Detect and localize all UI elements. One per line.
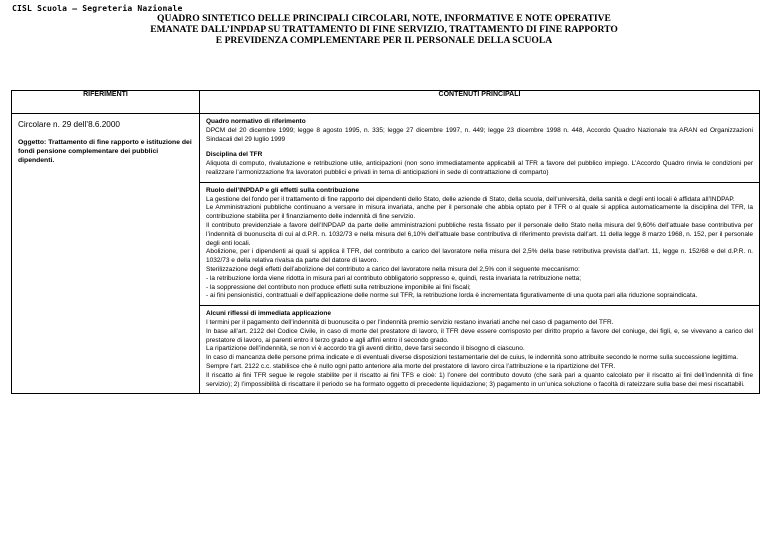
- section-text: DPCM del 20 dicembre 1999; legge 8 agosto 1995, n. 335; legge 27 dicembre 1997, n. 449; legge 23 dicembre 1998 n. 448, Accordo Quadro Nazionale tra ARAN ed Organizzazioni Sindacali del 29 luglio 1999: [206, 126, 753, 143]
- section-paragraph: In caso di mancanza delle persone prima indicate e di eventuali diverse disposizioni testamentarie del de cuius, le indennità sono attribuite secondo le norme sulla successione legittima.: [206, 354, 739, 362]
- content-cell: [200, 114, 760, 394]
- section-paragraph: - la retribuzione lorda viene ridotta in misura pari al contributo obbligatorio soppresso e, quindi, resta invariata la retribuzione netta;: [206, 274, 582, 282]
- section-paragraph: Sempre l’art. 2122 c.c. stabilisce che è nullo ogni patto anteriore alla morte del prestatore di lavoro circa l’attribuzione e la ripartizione del TFR.: [206, 362, 616, 370]
- circular-title: Circolare n. 29 dell’8.6.2000: [18, 120, 120, 129]
- section-paragraph: La ripartizione dell’indennità, se non vi è accordo tra gli aventi diritto, deve farsi secondo il bisogno di ciascuno.: [206, 345, 525, 353]
- document-title: [40, 13, 728, 46]
- section-paragraph: La gestione del fondo per il trattamento di fine rapporto dei dipendenti dello Stato, delle aziende di Stato, della scuola, dell’università, della sanità e degli enti locali è affidata all’INDPAP.: [206, 195, 735, 203]
- section-paragraph: In base all’art. 2122 del Codice Civile, in caso di morte del prestatore di lavoro, il TFR deve essere corrisposto per diritto proprio a favore del coniuge, dei figli, e, se vivevano a carico del prestatore di lavoro, ai parenti entro il terzo grado e agli affini entro il secondo grado.: [206, 327, 753, 344]
- section-paragraph: Il contributo previdenziale a favore dell’INPDAP da parte delle amministrazioni pubbliche resta fissato per il personale dello Stato nella misura del 9,60% dell’attuale base contributiva per l’indennità di buonuscita di cui al d.P.R. n. 1032/73 e nella misura del 6,10% dell’attuale base contributiva di riferimento prevista dall’art. 11 della legge 8 marzo 1968, n. 152, per il personale degli enti locali.: [206, 221, 753, 247]
- circular-subject: Oggetto: Trattamento di fine rapporto e istituzione dei fondi pensione complementare dei pubblici dipendenti.: [18, 139, 192, 164]
- reference-cell: [12, 114, 200, 394]
- table-header-row: [12, 91, 760, 114]
- section-paragraph: Le Amministrazioni pubbliche continuano a versare in misura invariata, anche per il personale che abbia optato per il TFR o al quale si applica automaticamente la disciplina del TFR, la contribuzione stabilita per il finanziamento delle indennità di fine servizio.: [206, 204, 753, 221]
- section-paragraph: Abolizione, per i dipendenti ai quali si applica il TFR, del contributo a carico del lavoratore nella misura del 2,5% della base retributiva prevista dall’art. 11, legge n. 152/68 e del d.P.R. n. 1032/73 e della relativa rivalsa da parte del datore di lavoro.: [206, 248, 753, 265]
- section-title: Ruolo dell’INPDAP e gli effetti sulla contribuzione: [206, 186, 360, 194]
- title-line-1: QUADRO SINTETICO DELLE PRINCIPALI CIRCOLARI, NOTE, INFORMATIVE E NOTE OPERATIVE: [157, 13, 611, 24]
- section-paragraph: Sterilizzazione degli effetti dell’abolizione del contributo a carico del lavoratore nella misura del 2,5% con il seguente meccanismo:: [206, 265, 580, 273]
- section-title: Disciplina del TFR: [206, 151, 263, 159]
- title-line-2: EMANATE DALL’INPDAP SU TRATTAMENTO DI FINE SERVIZIO, TRATTAMENTO DI FINE RAPPORTO: [150, 24, 618, 35]
- column-header-riferimenti: RIFERIMENTI: [12, 91, 200, 114]
- column-header-contenuti: CONTENUTI PRINCIPALI: [200, 91, 760, 114]
- content-section-inpdap: [200, 182, 759, 305]
- section-paragraph: Il riscatto ai fini TFR segue le regole stabilite per il riscatto ai fini TFS e cioè: 1) l’onere del contributo dovuto (che sarà pari a quanto calcolato per il riscatto ai fini dell’indennità di fine servizio); 2) l’impossibilità di riscattare il periodo se ha formato oggetto di precedente liquidazione; 3) pagamento in un’unica soluzione o facoltà di rateizzare sulla base dei mesi riscattabili.: [206, 371, 753, 388]
- section-text: Aliquota di computo, rivalutazione e retribuzione utile, anticipazioni (non sono immediatamente applicabili al TFR a favore del pubblico impiego. L’Accordo Quadro rinvia le condizioni per realizzare l’armonizzazione fra lavoratori pubblici e privati in tema di anticipazioni in sede di contrattazione di comparto): [206, 160, 753, 176]
- organization-header: CISL Scuola – Segreteria Nazionale: [12, 4, 183, 13]
- table-row: [12, 114, 760, 394]
- content-section-riflessi: [200, 305, 759, 393]
- section-title: Quadro normativo di riferimento: [206, 118, 306, 125]
- section-paragraph: I termini per il pagamento dell’indennità di buonuscita o per l’indennità premio servizio restano invariati anche nel caso di pagamento del TFR.: [206, 318, 614, 326]
- section-paragraph: - ai fini pensionistici, contrattuali e dell’applicazione delle norme sul TFR, la retribuzione lorda è incrementata figurativamente di una quota pari alla riduzione sopraindicata.: [206, 292, 698, 300]
- content-section-normativo: [200, 114, 759, 182]
- summary-table: [11, 90, 760, 394]
- title-line-3: E PREVIDENZA COMPLEMENTARE PER IL PERSONALE DELLA SCUOLA: [215, 35, 553, 46]
- section-paragraph: - la soppressione del contributo non produce effetti sulla retribuzione imponibile ai fini fiscali;: [206, 283, 471, 291]
- section-title: Alcuni riflessi di immediata applicazione: [206, 310, 331, 318]
